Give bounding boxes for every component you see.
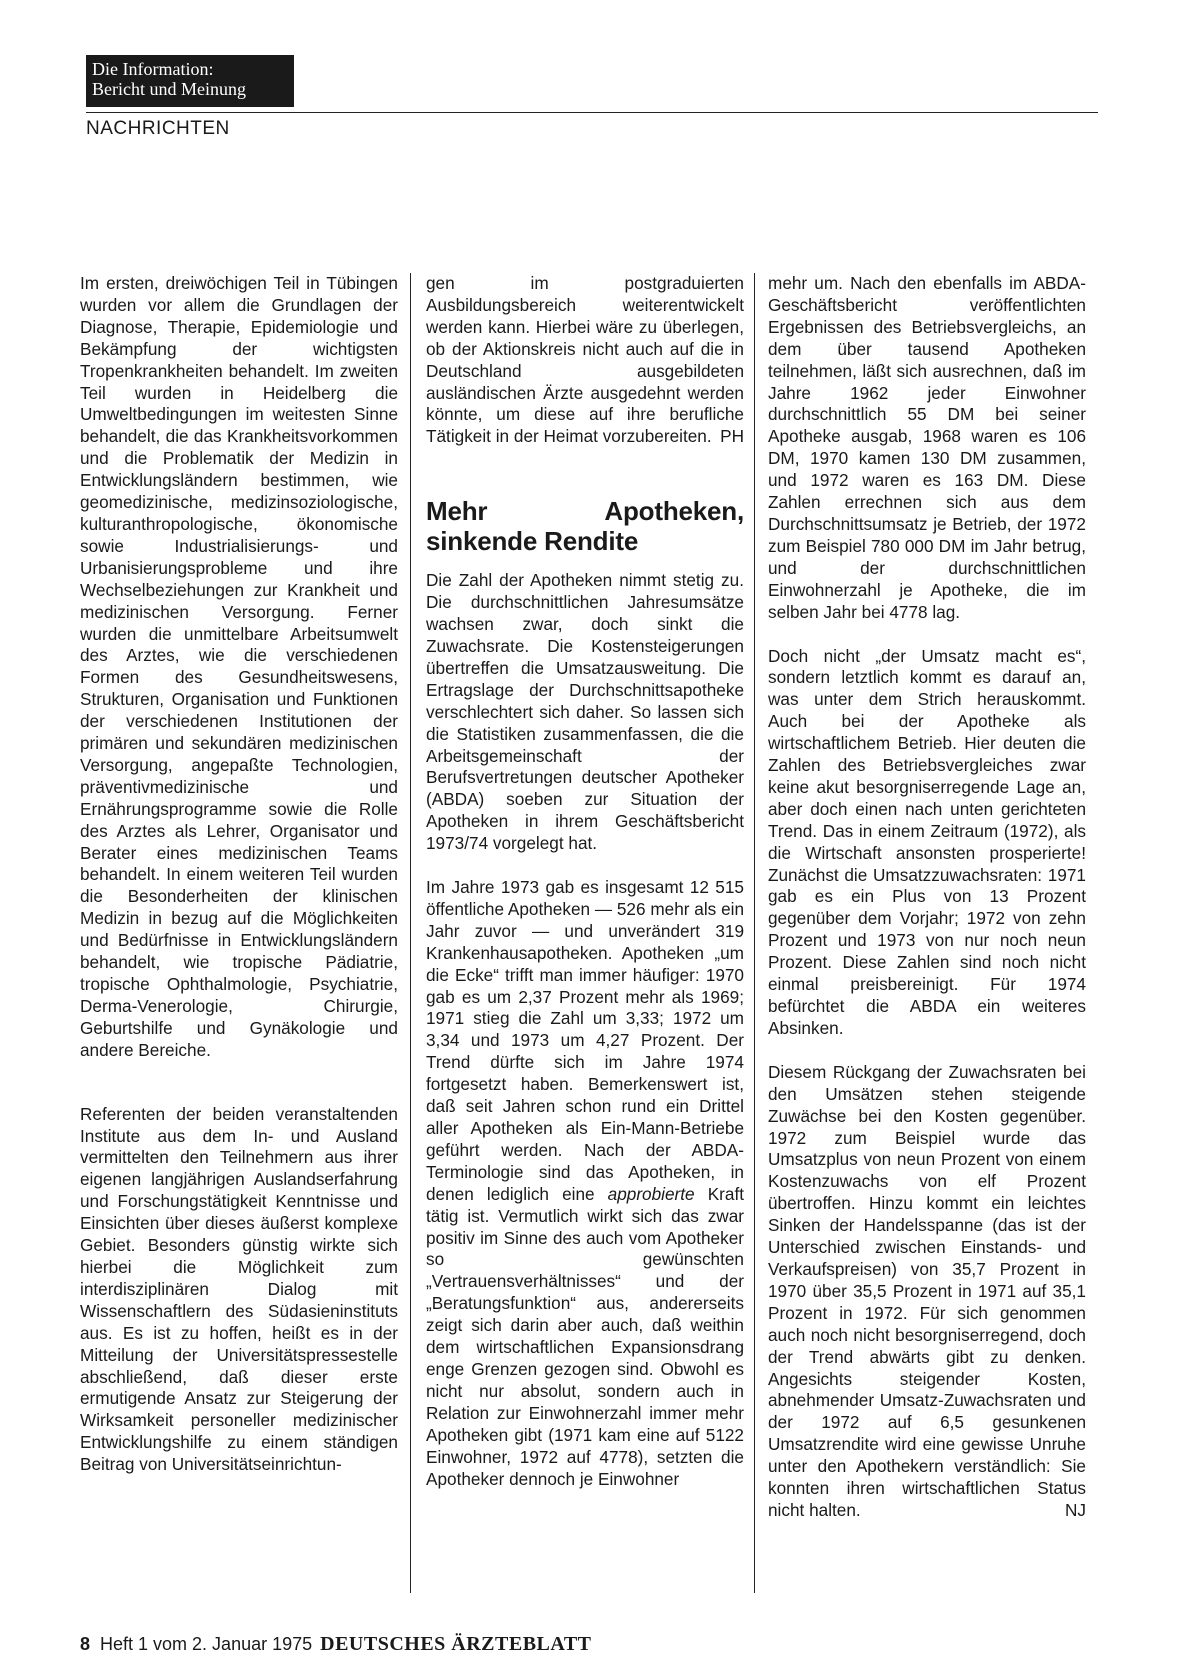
rubric-line-2: Bericht und Meinung [92, 79, 246, 99]
rubric-box [86, 55, 294, 107]
paragraph: mehr um. Nach den ebenfalls im ABDA-Geschäftsbericht veröffentlichten Ergebnissen des Betriebsvergleichs, an dem über tausend Apotheken teilnehmen, läßt sich ausrechnen, daß im Jahre 1962 jeder Einwohner durchschnittlich 55 DM bei seiner Apotheke ausgab, 1968 waren es 106 DM, 1970 kamen 130 DM zusammen, und 1972 waren es 163 DM. Diese Zahlen errechnen sich aus dem Durchschnittsumsatz je Betrieb, der 1972 zum Beispiel 780 000 DM im Jahr betrug, und der durchschnittlichen Einwohnerzahl je Apotheke, die im selben Jahr bei 4778 lag. [768, 273, 1086, 622]
issue-info: Heft 1 vom 2. Januar 1975 [100, 1634, 313, 1654]
paragraph-text: gen im postgraduierten Ausbildungsbereich weiterentwickelt werden kann. Hierbei wäre zu überlegen, ob der Aktionskreis nicht auch auf die in Deutschland ausgebildeten ausländischen Ärzte ausgedehnt werden könnte, um diese auf ihre berufliche Tätigkeit in der Heimat vorzubereiten. [426, 273, 744, 447]
paragraph-text: Diesem Rückgang der Zuwachsraten bei den Umsätzen stehen steigende Zuwächse bei den Kosten gegenüber. 1972 zum Beispiel wurde das Umsatzplus von neun Prozent von einem Kostenzuwachs von elf Prozent übertroffen. Hinzu kommt ein leichtes Sinken der Handelsspanne (das ist der Unterschied zwischen Einstands- und Verkaufspreisen) von 35,7 Prozent in 1970 über 35,5 Prozent in 1971 auf 35,1 Prozent in 1972. Für sich genommen auch noch nicht besorgniserregend, doch der Trend abwärts gibt zu denken. Angesichts steigender Kosten, abnehmender Umsatz-Zuwachsraten und der 1972 auf 6,5 gesunkenen Umsatzrendite wird eine gewisse Unruhe unter den Apothekern verständlich: Sie konnten ihren wirtschaftlichen Status nicht halten. [768, 1061, 1086, 1520]
column-divider-2 [754, 273, 755, 1593]
column-2 [426, 273, 744, 1490]
paragraph [768, 1062, 1086, 1522]
column-divider-1 [410, 273, 411, 1593]
emphasis: approbierte [607, 1183, 695, 1204]
paragraph-text: Kraft tätig ist. Vermutlich wirkt sich das zwar positiv im Sinne des auch vom Apotheker so gewünschten „Vertrauensverhältnisses“ und der „Beratungsfunktion“ aus, andererseits zeigt sich darin aber auch, daß weithin dem wirtschaftlichen Expansionsdrang enge Grenzen gezogen sind. Obwohl es nicht nur absolut, sondern auch in Relation zur Einwohnerzahl immer mehr Apotheken gibt (1971 kam eine auf 5122 Einwohner, 1972 auf 4778), setzten die Apotheker dennoch je Einwohner [426, 1183, 744, 1489]
rubric-line-1: Die Information: [92, 59, 214, 79]
paragraph-text: Im Jahre 1973 gab es insgesamt 12 515 öffentliche Apotheken — 526 mehr als ein Jahr zuvor — und unverändert 319 Krankenhausapotheken. Apotheken „um die Ecke“ trifft man immer häufiger: 1970 gab es um 2,37 Prozent mehr als 1969; 1971 stieg die Zahl um 3,33; 1972 um 3,34 und 1973 um 4,27 Prozent. Der Trend dürfte sich im Jahre 1974 fortgesetzt haben. Bemerkenswert ist, daß seit Jahren schon rund ein Drittel aller Apotheken als Ein-Mann-Betriebe geführt werden. Nach der ABDA-Terminologie sind das Apotheken, in denen lediglich eine [426, 877, 744, 1204]
magazine-title: DEUTSCHES ÄRZTEBLATT [320, 1633, 592, 1655]
paragraph: Die Zahl der Apotheken nimmt stetig zu. Die durchschnittlichen Jahresumsätze wachsen zwar, doch sinkt die Zuwachsrate. Die Kostensteigerungen übertreffen die Umsatzausweitung. Die Ertragslage der Durchschnittsapotheke verschlechtert sich daher. So lassen sich die Statistiken zusammenfassen, die die Arbeitsgemeinschaft der Berufsvertretungen deutscher Apotheker (ABDA) soeben zur Situation der Apotheken in ihrem Geschäftsbericht 1973/74 vorgelegt hat. [426, 570, 744, 854]
author-initials: NJ [1064, 1499, 1086, 1520]
column-3 [768, 273, 1086, 1522]
column-1 [80, 273, 398, 1476]
article-headline: Mehr Apotheken, sinkende Rendite [426, 496, 744, 557]
author-initials: PH [720, 426, 744, 447]
paragraph: Doch nicht „der Umsatz macht es“, sondern letztlich kommt es darauf an, was unter dem Strich herauskommt. Auch bei der Apotheke als wirtschaftlichem Betrieb. Hier deuten die Zahlen des Betriebsvergleiches zwar keine akut besorgniserregende Lage an, aber doch einen nach unten gerichteten Trend. Das in einem Zeitraum (1972), als die Wirtschaft ansonsten prosperierte! Zunächst die Umsatzzuwachsraten: 1971 gab es ein Plus von 13 Prozent gegenüber dem Vorjahr; 1972 von zehn Prozent und 1973 von nur noch neun Prozent. Diese Zahlen sind noch nicht einmal preisbereinigt. Für 1974 befürchtet die ABDA ein weiteres Absinken. [768, 645, 1086, 1038]
paragraph [426, 273, 744, 448]
header-rule [86, 112, 1098, 113]
section-label: NACHRICHTEN [86, 118, 230, 139]
page-footer [80, 1633, 592, 1656]
paragraph: Referenten der beiden veranstaltenden Institute aus dem In- und Ausland vermittelten den Teilnehmern aus ihrer eigenen langjährigen Auslandserfahrung und Forschungstätigkeit Kenntnisse und Einsichten über dieses äußerst komplexe Gebiet. Besonders günstig wirkte sich hierbei die Möglichkeit zum interdisziplinären Dialog mit Wissenschaftlern des Südasieninstituts aus. Es ist zu hoffen, heißt es in der Mitteilung der Universitätspressestelle abschließend, daß dieser erste ermutigende Ansatz zur Steigerung der Wirksamkeit personeller medizinischer Entwicklungshilfe zu einem ständigen Beitrag von Universitätseinrichtun- [80, 1103, 398, 1475]
page-number: 8 [80, 1634, 91, 1654]
paragraph [426, 877, 744, 1490]
paragraph: Im ersten, dreiwöchigen Teil in Tübingen wurden vor allem die Grundlagen der Diagnose, Therapie, Epidemiologie und Bekämpfung der wichtigsten Tropenkrankheiten behandelt. Im zweiten Teil wurden in Heidelberg die Umweltbedingungen im weitesten Sinne behandelt, die das Krankheitsvorkommen und die Problematik der Medizin in Entwicklungsländern bestimmen, wie geomedizinische, medizinsoziologische, kulturanthropologische, ökonomische sowie Industrialisierungs- und Urbanisierungsprobleme und ihre Wechselbeziehungen zur Krankheit und medizinischen Versorgung. Ferner wurden die unmittelbare Arbeitsumwelt des Arztes, wie die verschiedenen Formen des Gesundheitswesens, Strukturen, Organisation und Funktionen der verschiedenen Institutionen der primären und sekundären medizinischen Versorgung, angepaßte Technologien, präventivmedizinische und Ernährungsprogramme sowie die Rolle des Arztes als Lehrer, Organisator und Berater eines medizinischen Teams behandelt. In einem weiteren Teil wurden die Besonderheiten der klinischen Medizin in bezug auf die Möglichkeiten und Bedürfnisse in Entwicklungsländern behandelt, wie tropische Pädiatrie, tropische Ophthalmologie, Psychiatrie, Derma-Venerologie, Chirurgie, Geburtshilfe und Gynäkologie und andere Bereiche. [80, 273, 398, 1060]
